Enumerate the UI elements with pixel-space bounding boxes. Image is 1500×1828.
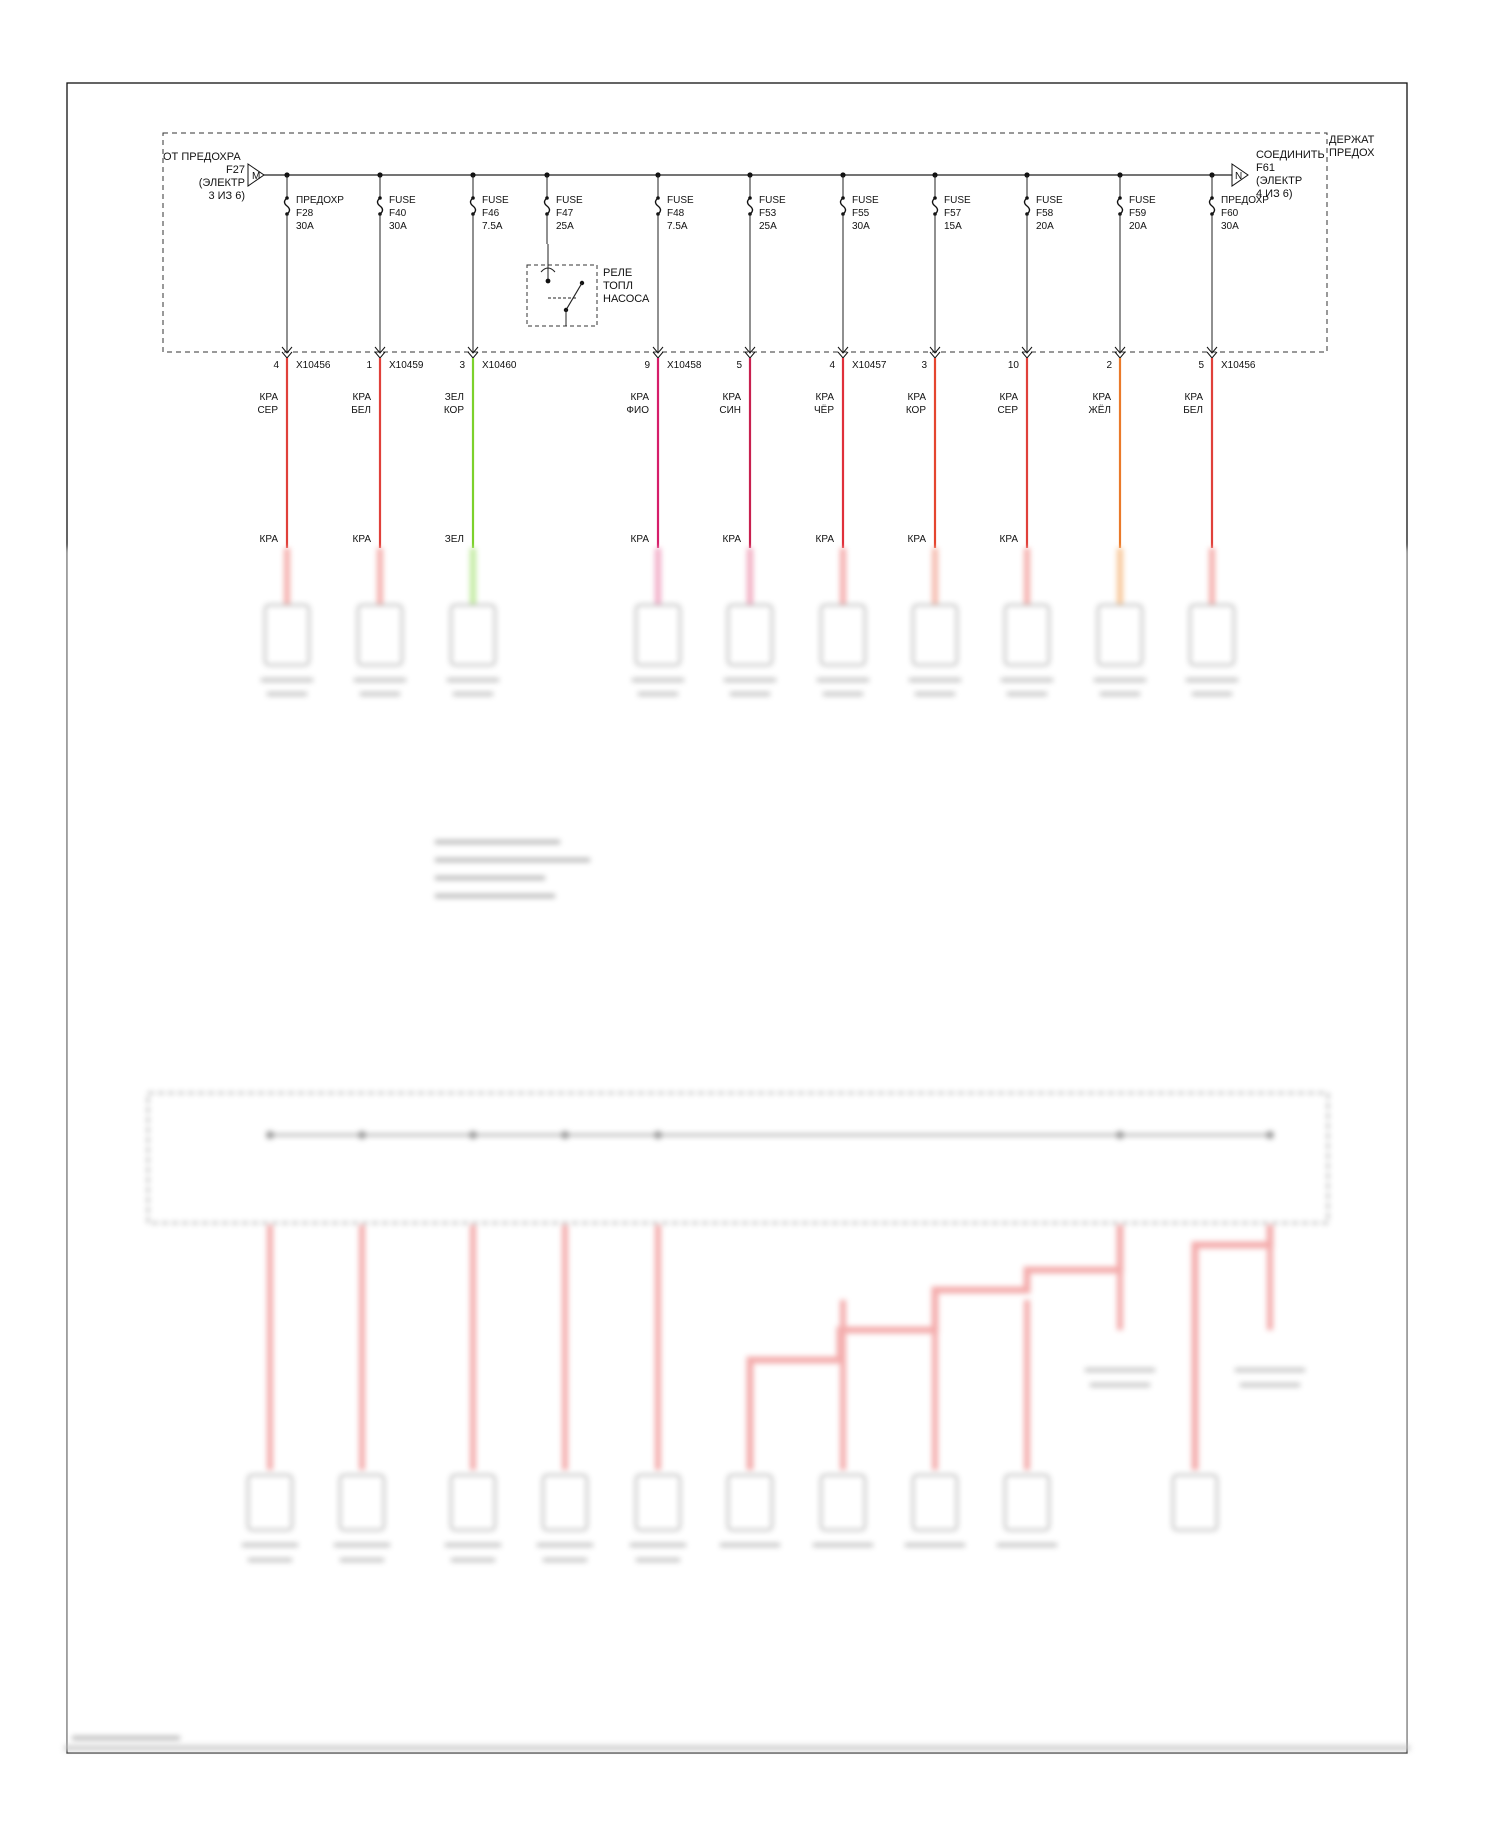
obscured-bus-dot [1266,1131,1274,1139]
source-fuse-reference[interactable] [163,151,264,202]
source-fuse-label: ОТ ПРЕДОХРА [163,151,241,163]
relay-coil-dot [546,279,551,284]
fuse-id: F57 [944,208,962,219]
wire-color-lower: КРА [352,534,371,545]
holder-label-line2: ПРЕДОХ [1329,147,1375,159]
fuse-column-f58[interactable] [997,172,1063,548]
fuse-rating: 30A [389,221,407,232]
relay-box [527,265,597,326]
wire-color-primary: КРА [352,392,371,403]
connector-pin-number: 10 [1007,360,1019,371]
fuse-symbol-icon [471,198,476,214]
connector-id: X10460 [482,360,517,371]
wire-color-primary: КРА [907,392,926,403]
holder-label-line1: ДЕРЖАТ [1329,134,1375,146]
connector-pin-number: 5 [1198,360,1204,371]
source-connector-letter: M [252,171,261,182]
fuse-type: ПРЕДОХР [1221,195,1269,206]
connector-pin-number: 1 [366,360,372,371]
fuse-rating: 20A [1036,221,1054,232]
wire-color-secondary: ЧЁР [813,405,834,416]
fuse-rating: 20A [1129,221,1147,232]
fuse-rating: 30A [296,221,314,232]
fuse-holder-box [163,133,1327,352]
connector-id: X10459 [389,360,424,371]
fuse-column-f48[interactable] [626,172,701,548]
fuse-column-f53[interactable] [719,172,786,548]
fuse-terminal-dot [933,196,937,200]
source-fuse-id: F27 [226,164,245,176]
relay-label-2: ТОПЛ [603,280,633,292]
fuse-type: FUSE [1129,195,1156,206]
fuse-type: FUSE [389,195,416,206]
connector-id: X10456 [1221,360,1256,371]
fuse-type: FUSE [556,195,583,206]
wire-color-primary: КРА [1092,392,1111,403]
fuse-terminal-dot [285,196,289,200]
fuse-column-f47[interactable] [544,172,583,244]
fuse-columns [257,172,1269,548]
fuse-symbol-icon [1118,198,1123,214]
fuse-rating: 15A [944,221,962,232]
obscured-diagram-area [64,548,1410,1752]
relay-label-1: РЕЛЕ [603,267,633,279]
wire-color-lower: КРА [999,534,1018,545]
dest-fuse-sub: (ЭЛЕКТР [1256,175,1303,187]
fuse-terminal-dot [378,196,382,200]
fuse-type: ПРЕДОХР [296,195,344,206]
dest-fuse-label: СОЕДИНИТЬ [1256,149,1325,161]
obscured-panel [67,548,1407,1752]
fuse-rating: 30A [1221,221,1239,232]
fuse-type: FUSE [759,195,786,206]
connector-id: X10456 [296,360,331,371]
fuse-column-f28[interactable] [257,172,344,548]
obscured-bus-dot [561,1131,569,1139]
fuse-rating: 25A [556,221,574,232]
wire-color-lower: КРА [907,534,926,545]
fuse-symbol-icon [841,198,846,214]
wire-color-secondary: СИН [719,405,741,416]
fuse-terminal-dot [748,196,752,200]
fuse-symbol-icon [378,198,383,214]
fuse-rating: 30A [852,221,870,232]
wire-color-lower: КРА [630,534,649,545]
wire-color-primary: КРА [815,392,834,403]
fuse-type: FUSE [852,195,879,206]
fuse-rating: 7.5A [667,221,688,232]
wire-color-lower: КРА [722,534,741,545]
fuse-id: F40 [389,208,407,219]
fuse-terminal-dot [471,196,475,200]
wire-color-lower: КРА [815,534,834,545]
fuse-column-f46[interactable] [444,172,517,548]
fuse-symbol-icon [1025,198,1030,214]
fuse-column-f40[interactable] [351,172,424,548]
fuse-rating: 7.5A [482,221,503,232]
fuse-symbol-icon [748,198,753,214]
relay-switch-arm [566,283,582,310]
wire-color-lower: КРА [259,534,278,545]
fuse-symbol-icon [285,198,290,214]
connector-pin-number: 4 [273,360,279,371]
fuse-symbol-icon [1210,198,1215,214]
obscured-bus-dot [469,1131,477,1139]
connector-pin-number: 2 [1106,360,1112,371]
wire-color-secondary: СЕР [997,405,1018,416]
fuse-column-f55[interactable] [814,172,887,548]
fuse-terminal-dot [656,196,660,200]
wire-color-secondary: ФИО [626,405,649,416]
wire-color-lower: ЗЕЛ [444,534,464,545]
fuse-id: F53 [759,208,777,219]
connector-id: X10458 [667,360,702,371]
relay-label-3: НАСОСА [603,293,650,305]
fuse-id: F48 [667,208,685,219]
fuse-column-f57[interactable] [906,172,971,548]
connector-pin-number: 3 [921,360,927,371]
obscured-bus-dot [358,1131,366,1139]
dest-connector-letter: N [1235,171,1243,182]
fuse-terminal-dot [1118,196,1122,200]
fuse-terminal-dot [1210,196,1214,200]
fuse-id: F58 [1036,208,1054,219]
obscured-bottom-edge [64,1745,1410,1751]
fuse-terminal-dot [545,196,549,200]
obscured-bus-dot [1116,1131,1124,1139]
fuse-column-f59[interactable] [1089,172,1156,548]
source-fuse-sub: (ЭЛЕКТР [198,177,245,189]
fuse-column-f60[interactable] [1183,172,1269,548]
fuse-symbol-icon [933,198,938,214]
fuse-id: F46 [482,208,500,219]
obscured-bus-dot [654,1131,662,1139]
source-fuse-count: 3 ИЗ 6) [208,190,245,202]
connector-id: X10457 [852,360,887,371]
wire-color-secondary: БЕЛ [1183,405,1203,416]
wire-color-secondary: КОР [443,405,464,416]
fuse-type: FUSE [1036,195,1063,206]
fuse-id: F60 [1221,208,1239,219]
connector-pin-number: 5 [736,360,742,371]
dest-fuse-id: F61 [1256,162,1275,174]
wire-color-primary: КРА [722,392,741,403]
wire-color-primary: КРА [630,392,649,403]
fuse-type: FUSE [667,195,694,206]
obscured-bus-dot [266,1131,274,1139]
dest-fuse-reference[interactable] [1232,149,1325,200]
wire-color-primary: КРА [999,392,1018,403]
connector-pin-number: 9 [644,360,650,371]
wire-color-secondary: БЕЛ [351,405,371,416]
fuse-terminal-dot [841,196,845,200]
fuse-type: FUSE [482,195,509,206]
fuse-symbol-icon [656,198,661,214]
dest-fuse-count: 4 ИЗ 6) [1256,188,1293,200]
fuse-rating: 25A [759,221,777,232]
fuse-type: FUSE [944,195,971,206]
connector-pin-number: 3 [459,360,465,371]
wire-color-secondary: ЖЁЛ [1088,405,1111,416]
fuse-id: F55 [852,208,870,219]
fuse-id: F28 [296,208,314,219]
wire-color-primary: КРА [259,392,278,403]
fuse-id: F47 [556,208,574,219]
fuse-symbol-icon [545,198,550,214]
fuse-terminal-dot [1025,196,1029,200]
wire-color-secondary: СЕР [257,405,278,416]
connector-pin-number: 4 [829,360,835,371]
wire-color-primary: КРА [1184,392,1203,403]
fuse-id: F59 [1129,208,1147,219]
wire-color-secondary: КОР [905,405,926,416]
fuel-pump-relay[interactable] [527,244,650,326]
wire-color-primary: ЗЕЛ [444,392,464,403]
